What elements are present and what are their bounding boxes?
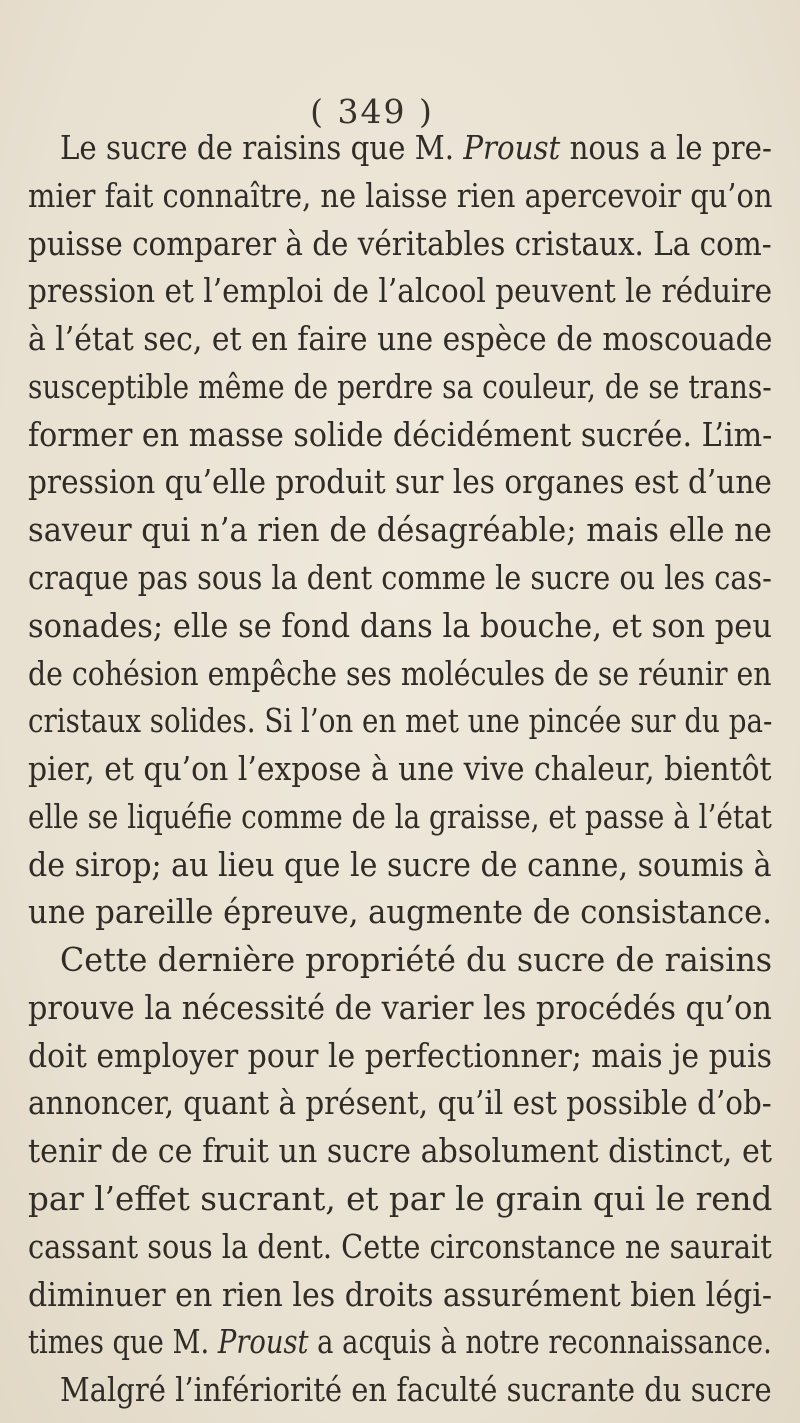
author-name: Proust [217,1322,309,1362]
text-line: Malgré l’infériorité en faculté sucrante du sucre [60,1370,772,1409]
text-line: une pareille épreuve, augmente de consistance. [28,892,772,932]
text-line: cassant sous la dent. Cette circonstance ne saurait [28,1226,772,1266]
text-line: craque pas sous la dent comme le sucre ou les cas- [28,557,772,597]
text-line: susceptible même de perdre sa couleur, de se trans- [28,366,772,406]
text-line: pression et l’emploi de l’alcool peuvent le réduire [28,271,773,311]
page-number: ( 349 ) [310,92,434,131]
text-line: pression qu’elle produit sur les organes est d’une [28,462,772,502]
text-line: sonades; elle se fond dans la bouche, et son peu [28,605,772,645]
text-line: mier fait connaître, ne laisse rien apercevoir qu’on [28,175,773,215]
text-line: diminuer en rien les droits assurément bien légi- [28,1274,772,1314]
text-line: former en masse solide décidément sucrée. L’im- [28,414,773,454]
text-line: à l’état sec, et en faire une espèce de moscouade [28,319,773,359]
text-line: par l’effet sucrant, et par le grain qui le rend [28,1178,773,1218]
text-line: elle se liquéfie comme de la graisse, et passe à l’état [28,796,772,836]
text-line: times que M. Proust a acquis à notre reconnaissance. [28,1322,772,1362]
text-line: pier, et qu’on l’expose à une vive chaleur, bientôt [28,749,772,788]
text-line: Cette dernière propriété du sucre de raisins [60,940,773,980]
text-line: prouve la nécessité de varier les procédés qu’on [28,987,772,1027]
text-line: puisse comparer à de véritables cristaux. La com- [28,223,772,263]
author-name: Proust [463,128,561,167]
text-line: tenir de ce fruit un sucre absolument distinct, et [28,1131,772,1171]
text-line: Le sucre de raisins que M. Proust nous a le pre- [60,128,772,167]
text-line: doit employer pour le perfectionner; mais je puis [28,1035,773,1075]
text-line: saveur qui n’a rien de désagréable; mais elle ne [28,510,772,550]
text-line: de sirop; au lieu que le sucre de canne, soumis à [28,844,772,884]
text-line: annoncer, quant à présent, qu’il est possible d’ob- [28,1083,772,1123]
text-line: cristaux solides. Si l’on en met une pincée sur du pa- [28,701,773,741]
text-line: de cohésion empêche ses molécules de se réunir en [28,653,772,693]
